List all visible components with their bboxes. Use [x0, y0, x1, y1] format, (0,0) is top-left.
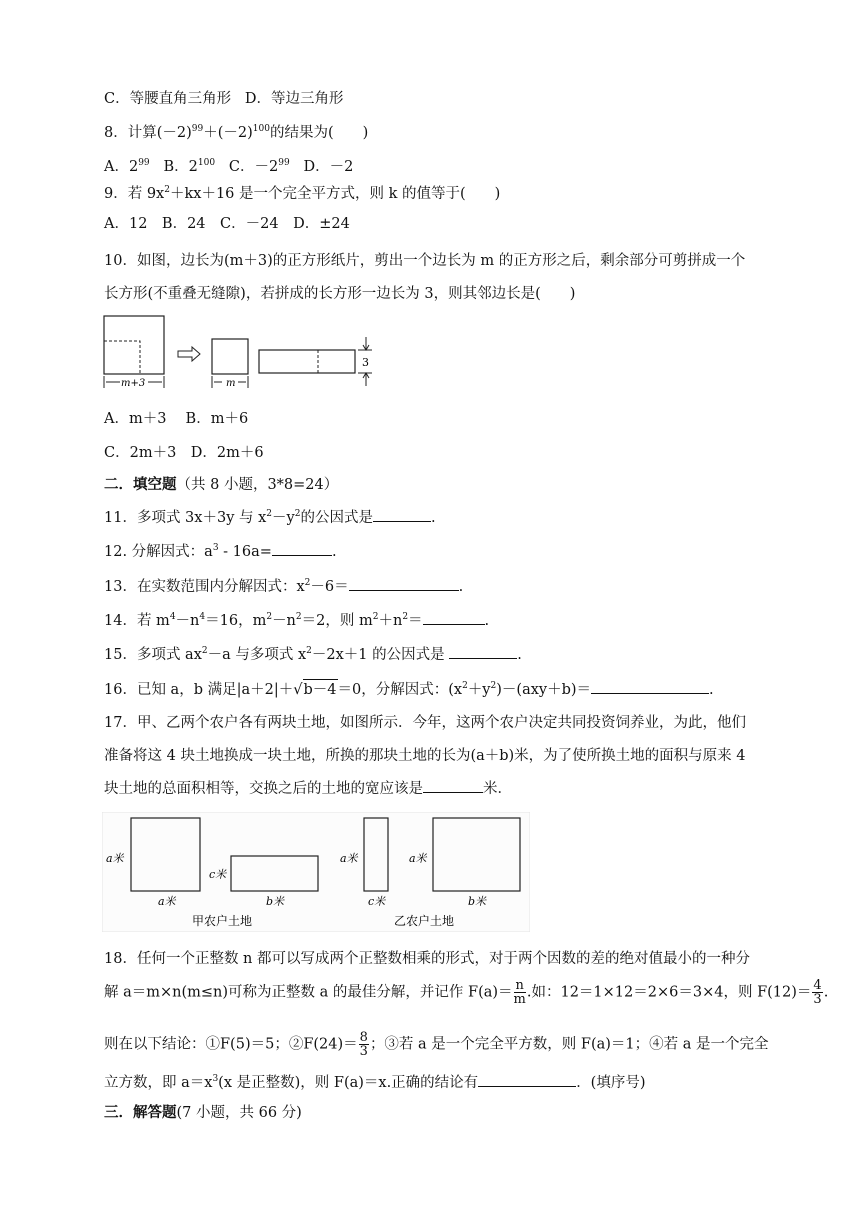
q14-exp-1: 4 — [169, 612, 176, 622]
q16-text-c: ＋y — [467, 682, 491, 698]
jia-rectangle-side-label: c米 — [209, 868, 227, 881]
q14-exp-2: 4 — [199, 612, 206, 622]
q17-line-1: 17．甲、乙两个农户各有两块土地，如图所示．今年，这两个农户决定共同投资饲养业，为此，他们 — [104, 715, 746, 731]
q8-exp-1: 99 — [191, 124, 204, 134]
q16-text-d: )－(axy＋b)＝ — [496, 682, 592, 698]
q14-text-e: ＝2，则 m — [301, 613, 373, 629]
q18-line-3-text-b: ；③若 a 是一个完全平方数，则 F(a)＝1；④若 a 是一个完全 — [369, 1036, 769, 1053]
yi-narrow-bottom-label: c米 — [368, 895, 386, 908]
q11-answer-blank[interactable] — [373, 508, 431, 522]
q18-frac1-den: m — [513, 992, 526, 1007]
q18-frac3-num: 8 — [359, 1030, 368, 1045]
q14-answer-blank[interactable] — [423, 611, 485, 625]
q8-number: 8． — [104, 125, 128, 141]
q12-text-a: 12. 分解因式：a — [104, 544, 213, 560]
q10-line-2: 长方形(不重叠无缝隙)，若拼成的长方形一边长为 3，则其邻边长是( ) — [104, 286, 576, 302]
q12-exp: 3 — [212, 543, 219, 553]
q9-stem — [104, 184, 500, 204]
q13 — [104, 577, 463, 597]
q8-option-b-exp: 100 — [197, 158, 216, 168]
q14-text-b: －n — [175, 613, 200, 629]
q16 — [104, 679, 714, 700]
q10-label-3: 3 — [362, 356, 369, 369]
q10-label-m: m — [226, 378, 236, 389]
q9-options: A．12 B．24 C．－24 D．±24 — [104, 216, 350, 232]
q10-line-1: 10．如图，边长为(m＋3)的正方形纸片，剪出一个边长为 m 的正方形之后，剩余部分可剪拼成一个 — [104, 253, 746, 269]
q8-option-b: B．2 — [163, 159, 198, 175]
q18-line-4-text-c: ．(填序号) — [576, 1075, 646, 1091]
q8-option-d: D．－2 — [303, 159, 354, 175]
jia-square-side-label: a米 — [106, 852, 124, 865]
q10-label-m-plus-3: m+3 — [121, 378, 146, 389]
q9-exp: 2 — [164, 185, 170, 195]
q15-text-a: 15．多项式 ax — [104, 647, 202, 663]
q11-exp-1: 2 — [266, 509, 273, 519]
q12-text-c: . — [331, 544, 337, 560]
section-2-note: （共 8 小题，3*8=24） — [176, 477, 339, 493]
q15-answer-blank[interactable] — [449, 645, 517, 659]
q14-text-c: ＝16，m — [205, 613, 267, 629]
q12-answer-blank[interactable] — [272, 542, 332, 556]
q16-exp-1: 2 — [462, 681, 468, 691]
q7-option-c: C．等腰直角三角形 — [104, 91, 232, 107]
arrow-right-icon — [178, 347, 200, 361]
q11-exp-2: 2 — [294, 509, 301, 519]
q18-line-2-text-b: .如：12＝1×12＝2×6＝3×4，则 F(12)＝ — [526, 984, 812, 1001]
q8-options — [104, 157, 353, 177]
yi-narrow-side-label: a米 — [340, 852, 358, 865]
q10-figure — [100, 313, 380, 393]
q16-answer-blank[interactable] — [591, 680, 709, 694]
q18-line-2 — [104, 979, 828, 1006]
q18-line-4-exp: 3 — [212, 1074, 219, 1084]
q14-exp-6: 2 — [402, 612, 409, 622]
q16-exp-2: 2 — [490, 681, 497, 691]
q17-line-3-text-b: 米． — [483, 781, 512, 797]
section-3-note: (7 小题，共 66 分) — [176, 1105, 302, 1121]
q14-text-h: . — [484, 613, 490, 629]
q16-text-e: . — [709, 682, 714, 698]
q17-line-3-text-a: 块土地的总面积相等，交换之后的土地的宽应该是 — [104, 781, 423, 797]
q18-fraction-4-over-3 — [812, 979, 822, 1006]
q11 — [104, 508, 436, 528]
q9-text-a: 9．若 9x — [104, 186, 165, 202]
q12-text-b: - 16a= — [218, 544, 272, 560]
q13-text-b: －6＝ — [310, 579, 349, 595]
q18-line-2-text-a: 解 a＝m×n(m≤n)可称为正整数 a 的最佳分解，并记作 F(a)＝ — [104, 984, 513, 1001]
q11-text-b: －y — [272, 510, 295, 526]
q14-text-a: 14．若 m — [104, 613, 170, 629]
yi-square-side-label: a米 — [409, 852, 427, 865]
q10-long-rectangle — [259, 350, 355, 373]
q18-line-1: 18．任何一个正整数 n 都可以写成两个正整数相乘的形式，对于两个因数的差的绝对值最小的一种分 — [104, 951, 751, 967]
q18-line-3 — [104, 1031, 769, 1058]
q18-fraction-n-over-m — [514, 979, 526, 1006]
q18-line-4-text-b: (x 是正整数)，则 F(a)＝x.正确的结论有 — [218, 1075, 479, 1091]
q8-option-a-exp: 99 — [138, 158, 150, 168]
q11-text-d: . — [430, 510, 436, 526]
q8-stem — [104, 123, 368, 143]
q18-frac1-num: n — [515, 978, 524, 993]
q18-frac2-den: 3 — [813, 992, 822, 1007]
q14-exp-4: 2 — [295, 612, 302, 622]
q15-text-d: . — [517, 647, 522, 663]
yi-square-bottom-label: b米 — [468, 895, 487, 908]
q18-line-4-text-a: 立方数，即 a＝x — [104, 1075, 213, 1091]
q7-option-d: D．等边三角形 — [244, 91, 344, 107]
q8-text-b: ＋(－2) — [203, 125, 253, 141]
q13-text-a: 13．在实数范围内分解因式：x — [104, 579, 305, 595]
q14 — [104, 611, 489, 631]
q14-exp-5: 2 — [372, 612, 379, 622]
q14-exp-3: 2 — [266, 612, 273, 622]
q18-answer-blank[interactable] — [478, 1073, 576, 1087]
sqrt-icon: √ — [293, 682, 303, 698]
q14-text-f: ＋n — [378, 613, 403, 629]
q15-exp-2: 2 — [306, 646, 312, 656]
q8-option-c: C．－2 — [228, 159, 279, 175]
q12 — [104, 542, 337, 562]
q8-option-a: A．2 — [104, 159, 139, 175]
q17-figure — [102, 812, 530, 932]
q9-text-b: ＋kx＋16 是一个完全平方式，则 k 的值等于( ) — [169, 186, 501, 202]
q18-line-4 — [104, 1073, 646, 1093]
jia-square-bottom-label: a米 — [158, 895, 176, 908]
q13-exp: 2 — [304, 578, 311, 588]
q16-text-a: 16．已知 a，b 满足|a＋2|＋ — [104, 682, 294, 698]
q10-options-ab: A．m＋3 B．m＋6 — [104, 411, 249, 427]
section-2-title: 二．填空题 — [104, 476, 177, 493]
q8-text-c: 的结果为( ) — [269, 125, 369, 141]
q18-frac3-den: 3 — [359, 1044, 368, 1059]
q7-options — [104, 89, 344, 109]
q15-text-b: －a 与多项式 x — [207, 647, 307, 663]
q15-exp-1: 2 — [201, 646, 208, 656]
q13-text-c: . — [458, 579, 464, 595]
q10-big-square — [104, 316, 164, 374]
q17-answer-blank[interactable] — [423, 779, 483, 793]
q10-small-square — [212, 339, 248, 374]
q18-frac2-num: 4 — [813, 978, 822, 993]
q10-cut-line — [104, 341, 140, 374]
yi-caption: 乙农户土地 — [394, 914, 455, 928]
q8-text-a: 计算(－2) — [127, 125, 192, 141]
q18-line-2-text-c: . — [823, 984, 829, 1001]
q18-fraction-8-over-3 — [359, 1031, 369, 1058]
jia-rectangle-bottom-label: b米 — [266, 895, 285, 908]
section-3-title: 三．解答题 — [104, 1104, 177, 1121]
section-3-heading — [104, 1103, 302, 1123]
q8-exp-2: 100 — [252, 124, 270, 134]
q14-text-d: －n — [272, 613, 296, 629]
q11-text-c: 的公因式是 — [300, 510, 373, 526]
q17-line-3 — [104, 779, 512, 799]
q15-text-c: －2x＋1 的公因式是 — [311, 647, 450, 663]
q11-text-a: 11．多项式 3x＋3y 与 x — [104, 510, 267, 526]
q16-sqrt-content: b－4 — [303, 679, 338, 700]
q8-option-c-exp: 99 — [278, 158, 290, 168]
q13-answer-blank[interactable] — [349, 577, 459, 591]
q10-options-cd: C．2m＋3 D．2m＋6 — [104, 445, 264, 461]
q17-line-2: 准备将这 4 块土地换成一块土地，所换的那块土地的长为(a＋b)米，为了使所换土地的面积与原来 4 — [104, 748, 746, 764]
jia-caption: 甲农户土地 — [192, 914, 253, 928]
q15 — [104, 645, 522, 665]
q18-line-3-text-a: 则在以下结论：①F(5)＝5；②F(24)＝ — [104, 1036, 358, 1053]
section-2-heading — [104, 475, 338, 495]
q16-text-b: ＝0，分解因式：(x — [337, 682, 463, 698]
q14-text-g: ＝ — [408, 613, 423, 629]
